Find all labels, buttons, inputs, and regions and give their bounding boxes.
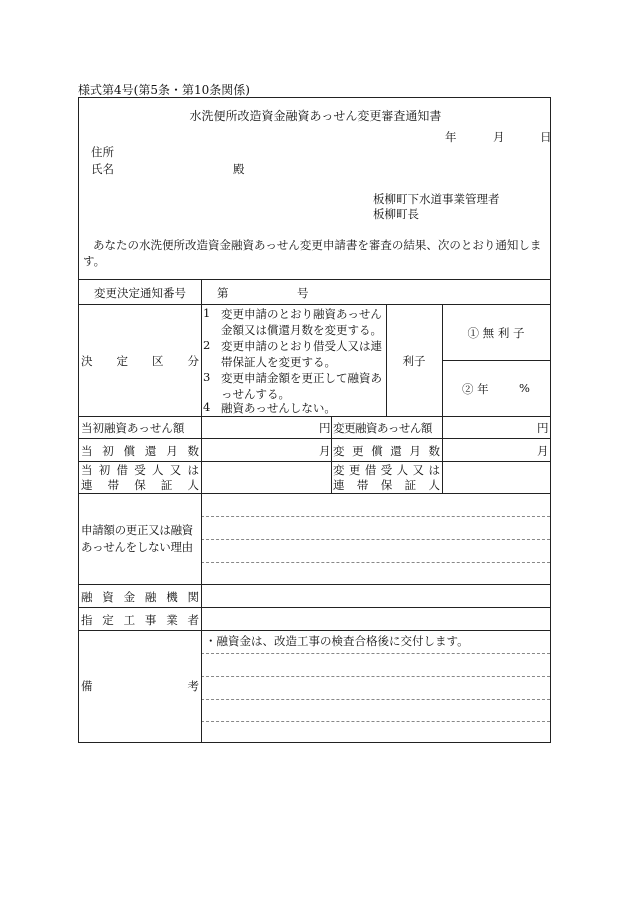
document-title: 水洗便所改造資金融資あっせん変更審査通知書: [189, 109, 442, 123]
decision-option-3: 変更申請金額を更正して融資あっせんする。: [221, 371, 382, 401]
initial-borrower-label-2: 連 帯 保 証 人: [81, 478, 199, 492]
rule: [79, 438, 550, 439]
notice-number-dai: 第: [217, 286, 229, 300]
dashed-rule: [201, 676, 550, 677]
column-rule: [442, 304, 443, 416]
changed-borrower-label-2: 連 帯 保 証 人: [333, 478, 440, 492]
initial-months-unit: 月: [319, 444, 331, 458]
decision-label: 決 定 区 分: [81, 354, 199, 368]
form-frame: [78, 97, 551, 743]
name-label: 氏名: [91, 162, 114, 176]
financial-institution-label: 融 資 金 融 機 関: [81, 590, 199, 604]
dashed-rule: [201, 562, 550, 563]
column-rule: [331, 416, 332, 493]
interest-rate-option: ② 年: [462, 382, 489, 396]
changed-months-unit: 月: [537, 444, 549, 458]
honorific: 殿: [233, 162, 245, 176]
dashed-rule: [201, 699, 550, 700]
date-year: 年: [445, 130, 457, 144]
rule: [79, 416, 550, 417]
rule: [79, 279, 550, 280]
initial-borrower-label-1: 当 初 借 受 人 又 は: [81, 463, 199, 477]
interest-free-option: ① 無 利 子: [467, 326, 525, 340]
reason-label-2: あっせんをしない理由: [81, 540, 193, 554]
notice-number-label: 変更決定通知番号: [94, 286, 186, 300]
decision-option-2: 変更申請のとおり借受人又は連帯保証人を変更する。: [221, 339, 382, 369]
column-rule: [442, 416, 443, 493]
date-month: 月: [493, 130, 505, 144]
rule: [79, 304, 550, 305]
issuer-line-1: 板柳町下水道事業管理者: [373, 192, 500, 206]
form-caption: 様式第4号(第5条・第10条関係): [78, 83, 250, 97]
initial-amount-yen: 円: [319, 421, 331, 435]
remarks-note: ・融資金は、改造工事の検査合格後に交付します。: [205, 634, 469, 648]
interest-label: 利子: [402, 354, 426, 368]
rule: [79, 584, 550, 585]
dashed-rule: [201, 721, 550, 722]
date-day: 日: [540, 130, 552, 144]
reason-label-1: 申請額の更正又は融資: [81, 523, 193, 537]
notice-body: あなたの水洗便所改造資金融資あっせん変更申請書を審査の結果、次のとおり通知します。: [83, 238, 542, 268]
decision-option-4-num: 4: [203, 400, 211, 414]
dashed-rule: [201, 516, 550, 517]
decision-option-1-num: 1: [203, 306, 211, 320]
changed-borrower-label-1: 変 更 借 受 人 又 は: [333, 463, 440, 477]
initial-months-label: 当 初 償 還 月 数: [81, 444, 199, 458]
initial-amount-label: 当初融資あっせん額: [81, 421, 185, 435]
rule: [79, 630, 550, 631]
changed-amount-label: 変更融資あっせん額: [333, 421, 432, 435]
contractor-label: 指 定 工 事 業 者: [81, 613, 199, 627]
rule: [79, 493, 550, 494]
decision-option-1: 変更申請のとおり融資あっせん金額又は償還月数を変更する。: [221, 307, 382, 337]
rule: [442, 360, 550, 361]
notice-number-go: 号: [297, 286, 309, 300]
decision-option-3-num: 3: [203, 370, 211, 384]
dashed-rule: [201, 539, 550, 540]
rule: [79, 607, 550, 608]
changed-amount-yen: 円: [537, 421, 549, 435]
dashed-rule: [201, 653, 550, 654]
decision-option-2-num: 2: [203, 338, 211, 352]
column-rule: [201, 279, 202, 742]
remarks-label: 備 考: [81, 679, 199, 693]
changed-months-label: 変 更 償 還 月 数: [333, 444, 440, 458]
interest-rate-unit: %: [519, 381, 530, 395]
address-label: 住所: [91, 145, 114, 159]
decision-option-4: 融資あっせんしない。: [221, 401, 336, 415]
issuer-line-2: 板柳町長: [373, 207, 419, 221]
